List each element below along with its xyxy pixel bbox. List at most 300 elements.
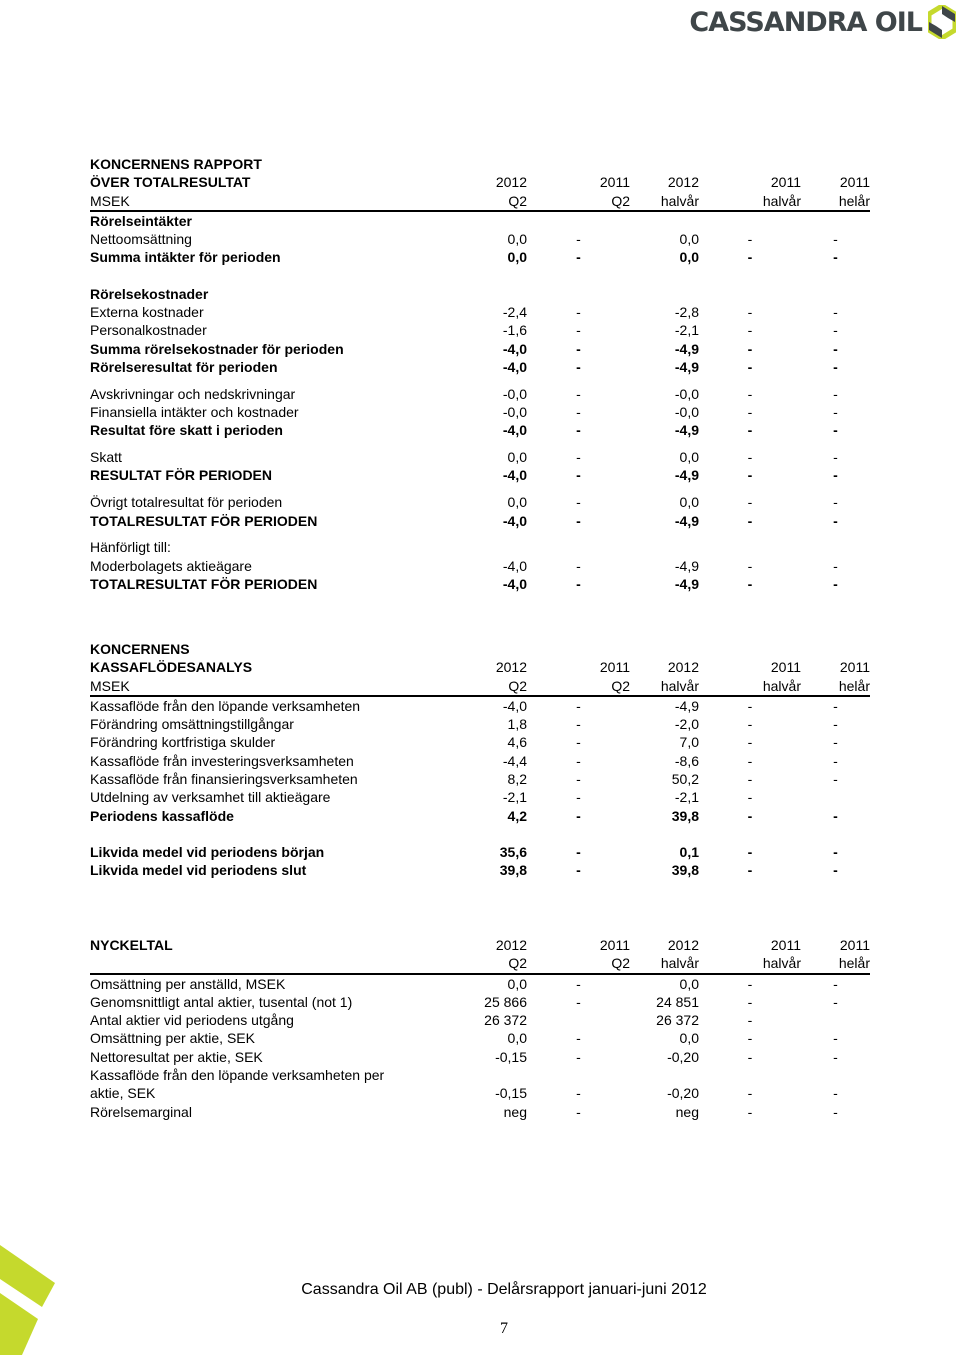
row-label: TOTALRESULTAT FÖR PERIODEN: [90, 575, 318, 592]
row-value: -4,9: [674, 340, 699, 357]
row-value: 0,0: [679, 494, 699, 511]
spacer-cell: [90, 825, 870, 843]
table-row: [90, 807, 870, 825]
row-label: Övrigt totalresultat för perioden: [90, 494, 283, 511]
row-value: [801, 538, 870, 556]
row-value: -: [747, 494, 753, 511]
column-header-year: 2011: [839, 174, 870, 191]
row-value: [630, 285, 699, 303]
row-value: 4,6: [507, 734, 527, 751]
row-value: 0,0: [679, 975, 699, 992]
column-header-year: 2011: [770, 659, 801, 676]
column-header-period: halvår: [699, 192, 801, 211]
row-value: -0,20: [667, 1048, 699, 1065]
table-row: [90, 696, 870, 715]
header-row: [90, 155, 870, 173]
row-value: -: [833, 843, 838, 860]
row-value: -4,0: [502, 575, 527, 592]
row-label: Summa intäkter för perioden: [90, 249, 281, 266]
row-value: -: [747, 557, 753, 574]
table-row: [90, 248, 870, 266]
row-value: -: [576, 249, 581, 266]
row-label: Hänförligt till:: [90, 539, 171, 556]
row-value: [470, 285, 527, 303]
row-value: -: [747, 467, 753, 484]
column-header-year: 2011: [599, 174, 630, 191]
column-header-period: helår: [801, 677, 870, 696]
row-value: 0,0: [507, 449, 527, 466]
row-value: -4,4: [502, 752, 527, 769]
row-value: -: [576, 734, 581, 751]
column-header-year: 2012: [667, 174, 699, 191]
header-row: [90, 677, 870, 696]
row-value: -: [833, 358, 838, 375]
header-blank: [527, 155, 630, 173]
row-value: -: [747, 789, 753, 806]
row-value: -: [833, 512, 838, 529]
header-label: ÖVER TOTALRESULTAT: [90, 174, 251, 191]
table-row: [90, 557, 870, 575]
header-blank: [699, 155, 801, 173]
table-row: [90, 770, 870, 788]
row-value: [801, 1066, 870, 1084]
row-value: -: [576, 422, 581, 439]
row-value: 8,2: [507, 771, 527, 788]
row-value: -: [747, 771, 753, 788]
row-value: -8,6: [674, 752, 699, 769]
row-value: -0,0: [674, 385, 699, 402]
table-row: [90, 733, 870, 751]
row-value: -: [747, 752, 753, 769]
row-value: -: [833, 1103, 838, 1120]
row-label: Rörelsemarginal: [90, 1103, 192, 1120]
header-label: [90, 954, 460, 973]
row-value: [801, 788, 870, 806]
row-value: -: [747, 1012, 753, 1029]
row-value: neg: [503, 1103, 527, 1120]
spacer-row: [90, 485, 870, 494]
row-label: Likvida medel vid periodens början: [90, 843, 325, 860]
row-value: -: [833, 404, 838, 421]
row-label: Likvida medel vid periodens slut: [90, 862, 307, 879]
row-value: -: [747, 422, 753, 439]
table-row: [90, 466, 870, 484]
row-value: -: [833, 322, 838, 339]
row-value: -4,9: [674, 697, 699, 714]
column-header-year: 2011: [599, 937, 630, 953]
row-value: 0,0: [679, 449, 699, 466]
row-value: [470, 538, 527, 556]
row-value: 4,2: [507, 807, 527, 824]
header-blank: [527, 640, 630, 658]
row-value: -: [833, 494, 838, 511]
row-value: -: [576, 789, 581, 806]
row-value: -: [747, 249, 753, 266]
row-value: [699, 285, 801, 303]
row-value: -: [747, 1103, 753, 1120]
row-value: -: [833, 385, 838, 402]
column-header-period: Q2: [527, 954, 630, 973]
page-number: 7: [500, 1320, 508, 1337]
row-label: Rörelsekostnader: [90, 285, 209, 302]
row-value: 26 372: [484, 1012, 527, 1029]
header-label: KONCERNENS: [90, 641, 190, 657]
header-row: [90, 640, 870, 658]
table-row: [90, 211, 870, 230]
spacer-cell: [90, 440, 870, 449]
row-value: -: [576, 862, 581, 879]
row-value: -4,0: [502, 358, 527, 375]
row-value: -: [576, 322, 581, 339]
row-value: -: [576, 304, 581, 321]
row-label: Kassaflöde från finansieringsverksamheten: [90, 771, 358, 788]
row-value: -: [576, 358, 581, 375]
row-value: 0,0: [507, 1030, 527, 1047]
row-value: -: [576, 975, 581, 992]
row-value: -: [747, 975, 753, 992]
row-value: -: [747, 1085, 753, 1102]
row-label: Antal aktier vid periodens utgång: [90, 1012, 294, 1029]
row-value: [630, 538, 699, 556]
table-row: [90, 1066, 870, 1084]
row-value: -: [747, 575, 753, 592]
row-value: -: [576, 512, 581, 529]
row-label: Utdelning av verksamhet till aktieägare: [90, 789, 331, 806]
row-value: -: [576, 404, 581, 421]
header-blank: [470, 155, 527, 173]
row-value: 0,0: [507, 494, 527, 511]
row-value: -: [576, 1048, 581, 1065]
row-value: 7,0: [679, 734, 699, 751]
row-value: -: [576, 494, 581, 511]
row-value: -: [833, 1048, 838, 1065]
income-statement: [90, 155, 870, 593]
row-value: 0,1: [679, 843, 699, 860]
row-value: [460, 1066, 527, 1084]
row-value: -2,1: [502, 789, 527, 806]
row-value: -: [576, 771, 581, 788]
header-label: MSEK: [90, 192, 470, 211]
spacer-row: [90, 440, 870, 449]
row-value: -0,20: [667, 1085, 699, 1102]
row-value: [527, 1011, 630, 1029]
row-value: -: [576, 449, 581, 466]
row-value: -: [833, 734, 838, 751]
row-value: -: [576, 752, 581, 769]
table-row: [90, 403, 870, 421]
row-value: -2,1: [674, 789, 699, 806]
row-label: Rörelseintäkter: [90, 212, 192, 229]
row-value: -: [576, 843, 581, 860]
row-label: Kassaflöde från den löpande verksamheten: [90, 697, 361, 714]
row-label: Förändring omsättningstillgångar: [90, 716, 294, 733]
row-value: -: [747, 512, 753, 529]
row-value: -: [576, 697, 581, 714]
row-label: Finansiella intäkter och kostnader: [90, 404, 299, 421]
row-value: -: [747, 843, 753, 860]
row-value: -: [576, 1030, 581, 1047]
row-value: 0,0: [679, 231, 699, 248]
header-blank: [699, 640, 801, 658]
row-value: -4,0: [502, 422, 527, 439]
row-value: -: [576, 340, 581, 357]
row-value: -4,9: [674, 467, 699, 484]
row-value: [699, 538, 801, 556]
row-value: -: [833, 697, 838, 714]
row-value: -: [833, 807, 838, 824]
row-value: -: [747, 1030, 753, 1047]
column-header-period: Q2: [527, 677, 630, 696]
row-value: 0,0: [507, 975, 527, 992]
cashflow-table: [90, 640, 870, 880]
row-label: Förändring kortfristiga skulder: [90, 734, 276, 751]
header-blank: [470, 640, 527, 658]
table-row: [90, 1103, 870, 1121]
column-header-year: 2011: [770, 937, 801, 953]
row-value: [801, 1011, 870, 1029]
spacer-cell: [90, 530, 870, 539]
header-row: [90, 658, 870, 676]
row-value: -0,0: [502, 404, 527, 421]
row-value: -: [576, 467, 581, 484]
footer-text: Cassandra Oil AB (publ) - Delårsrapport januari-juni 2012: [301, 1281, 707, 1298]
header-row: [90, 173, 870, 191]
table-row: [90, 493, 870, 511]
row-value: -: [576, 557, 581, 574]
row-value: [699, 211, 801, 230]
column-header-year: 2011: [839, 937, 870, 953]
row-value: -: [747, 340, 753, 357]
row-value: -: [833, 249, 838, 266]
row-value: -: [833, 575, 838, 592]
row-value: -: [747, 716, 753, 733]
row-value: -: [747, 862, 753, 879]
row-value: [527, 211, 630, 230]
cashflow-statement: [90, 640, 870, 880]
row-label: Periodens kassaflöde: [90, 807, 234, 824]
row-value: -: [833, 304, 838, 321]
row-value: -: [833, 467, 838, 484]
row-value: [527, 538, 630, 556]
table-row: [90, 321, 870, 339]
row-value: 0,0: [679, 1030, 699, 1047]
column-header-year: 2012: [495, 659, 527, 676]
table-row: [90, 788, 870, 806]
row-value: -2,1: [674, 322, 699, 339]
header-row: [90, 954, 870, 973]
row-value: -: [576, 807, 581, 824]
row-value: -: [747, 993, 753, 1010]
table-row: [90, 1011, 870, 1029]
column-header-period: halvår: [630, 954, 699, 973]
key-ratios: [90, 936, 870, 1121]
row-value: -: [833, 557, 838, 574]
row-value: [699, 1066, 801, 1084]
column-header-period: halvår: [630, 192, 699, 211]
row-value: [470, 211, 527, 230]
header-label: NYCKELTAL: [90, 937, 173, 953]
header-label: KONCERNENS RAPPORT: [90, 156, 262, 172]
table-row: [90, 448, 870, 466]
row-value: -: [747, 449, 753, 466]
row-value: 1,8: [507, 716, 527, 733]
income-table: [90, 155, 870, 593]
table-row: [90, 340, 870, 358]
row-value: [630, 211, 699, 230]
table-row: [90, 993, 870, 1011]
table-row: [90, 861, 870, 879]
column-header-period: helår: [801, 192, 870, 211]
column-header-year: 2011: [839, 659, 870, 676]
company-logo: [689, 2, 956, 42]
row-value: 50,2: [671, 771, 699, 788]
row-value: -: [833, 449, 838, 466]
table-row: [90, 1048, 870, 1066]
row-value: -: [833, 771, 838, 788]
table-row: [90, 512, 870, 530]
table-row: [90, 285, 870, 303]
row-value: 24 851: [656, 993, 699, 1010]
table-row: [90, 303, 870, 321]
header-blank: [801, 155, 870, 173]
logo-text: CASSANDRA OIL: [689, 6, 922, 38]
row-label: Omsättning per anställd, MSEK: [90, 975, 286, 992]
row-value: -: [747, 1048, 753, 1065]
header-blank: [801, 640, 870, 658]
row-value: -: [747, 385, 753, 402]
row-value: -2,4: [502, 304, 527, 321]
column-header-period: halvår: [630, 677, 699, 696]
column-header-period: halvår: [699, 954, 801, 973]
row-value: -: [833, 422, 838, 439]
header-row: [90, 936, 870, 954]
row-value: -2,8: [674, 304, 699, 321]
row-value: 39,8: [499, 862, 527, 879]
row-value: -4,9: [674, 557, 699, 574]
row-label: Nettoomsättning: [90, 231, 192, 248]
row-value: 0,0: [679, 249, 699, 266]
header-label: KASSAFLÖDESANALYS: [90, 659, 253, 676]
row-value: -0,15: [495, 1085, 527, 1102]
table-row: [90, 385, 870, 403]
table-row: [90, 358, 870, 376]
row-value: neg: [675, 1103, 699, 1120]
row-value: 39,8: [671, 862, 699, 879]
row-value: -4,9: [674, 512, 699, 529]
row-value: -: [833, 340, 838, 357]
row-label: Skatt: [90, 449, 122, 466]
keyratios-table: [90, 936, 870, 1121]
table-row: [90, 843, 870, 861]
table-row: [90, 974, 870, 993]
row-label: Summa rörelsekostnader för perioden: [90, 340, 344, 357]
row-label: Avskrivningar och nedskrivningar: [90, 385, 296, 402]
row-value: 35,6: [499, 843, 527, 860]
spacer-cell: [90, 267, 870, 285]
table-row: [90, 715, 870, 733]
row-value: -: [833, 862, 838, 879]
column-header-period: Q2: [470, 192, 527, 211]
column-header-year: 2011: [770, 174, 801, 191]
row-value: -: [747, 404, 753, 421]
row-value: -: [747, 734, 753, 751]
row-label: RESULTAT FÖR PERIODEN: [90, 467, 272, 484]
row-value: 39,8: [671, 807, 699, 824]
column-header-period: Q2: [470, 677, 527, 696]
row-value: -: [747, 358, 753, 375]
header-blank: [630, 155, 699, 173]
row-value: -: [747, 697, 753, 714]
spacer-row: [90, 530, 870, 539]
spacer-row: [90, 376, 870, 385]
row-value: -: [576, 1103, 581, 1120]
column-header-year: 2012: [495, 937, 527, 953]
table-row: [90, 1084, 870, 1102]
row-value: -4,0: [502, 340, 527, 357]
row-label: Externa kostnader: [90, 304, 204, 321]
row-value: -: [833, 1030, 838, 1047]
spacer-row: [90, 825, 870, 843]
row-value: -4,0: [502, 697, 527, 714]
column-header-period: Q2: [527, 192, 630, 211]
row-value: -2,0: [674, 716, 699, 733]
row-value: 25 866: [484, 993, 527, 1010]
column-header-year: 2012: [495, 174, 527, 191]
row-value: -: [833, 1085, 838, 1102]
table-row: [90, 538, 870, 556]
row-value: -4,9: [674, 575, 699, 592]
row-value: [801, 211, 870, 230]
row-value: -: [833, 993, 838, 1010]
row-label: Genomsnittligt antal aktier, tusental (not 1): [90, 993, 353, 1010]
spacer-row: [90, 267, 870, 285]
row-label: Personalkostnader: [90, 322, 207, 339]
column-header-period: Q2: [460, 954, 527, 973]
row-value: -0,0: [502, 385, 527, 402]
row-value: -: [576, 575, 581, 592]
column-header-period: halvår: [699, 677, 801, 696]
row-value: -: [833, 975, 838, 992]
row-value: -4,9: [674, 358, 699, 375]
row-label: aktie, SEK: [90, 1085, 156, 1102]
row-value: -4,0: [502, 467, 527, 484]
table-row: [90, 1029, 870, 1047]
row-value: -: [833, 716, 838, 733]
table-row: [90, 752, 870, 770]
column-header-year: 2011: [599, 659, 630, 676]
spacer-cell: [90, 485, 870, 494]
logo-mark-icon: [928, 5, 956, 39]
row-value: 0,0: [507, 231, 527, 248]
header-row: [90, 192, 870, 211]
row-value: -: [747, 304, 753, 321]
table-row: [90, 230, 870, 248]
column-header-period: helår: [801, 954, 870, 973]
row-value: [801, 285, 870, 303]
row-label: TOTALRESULTAT FÖR PERIODEN: [90, 512, 318, 529]
row-value: -0,15: [495, 1048, 527, 1065]
row-value: [630, 1066, 699, 1084]
row-value: 26 372: [656, 1012, 699, 1029]
table-row: [90, 421, 870, 439]
row-value: -: [747, 231, 753, 248]
row-value: [527, 285, 630, 303]
row-value: -: [747, 322, 753, 339]
row-value: -: [576, 231, 581, 248]
row-label: Omsättning per aktie, SEK: [90, 1030, 255, 1047]
row-label: Nettoresultat per aktie, SEK: [90, 1048, 263, 1065]
row-label: Resultat före skatt i perioden: [90, 422, 283, 439]
